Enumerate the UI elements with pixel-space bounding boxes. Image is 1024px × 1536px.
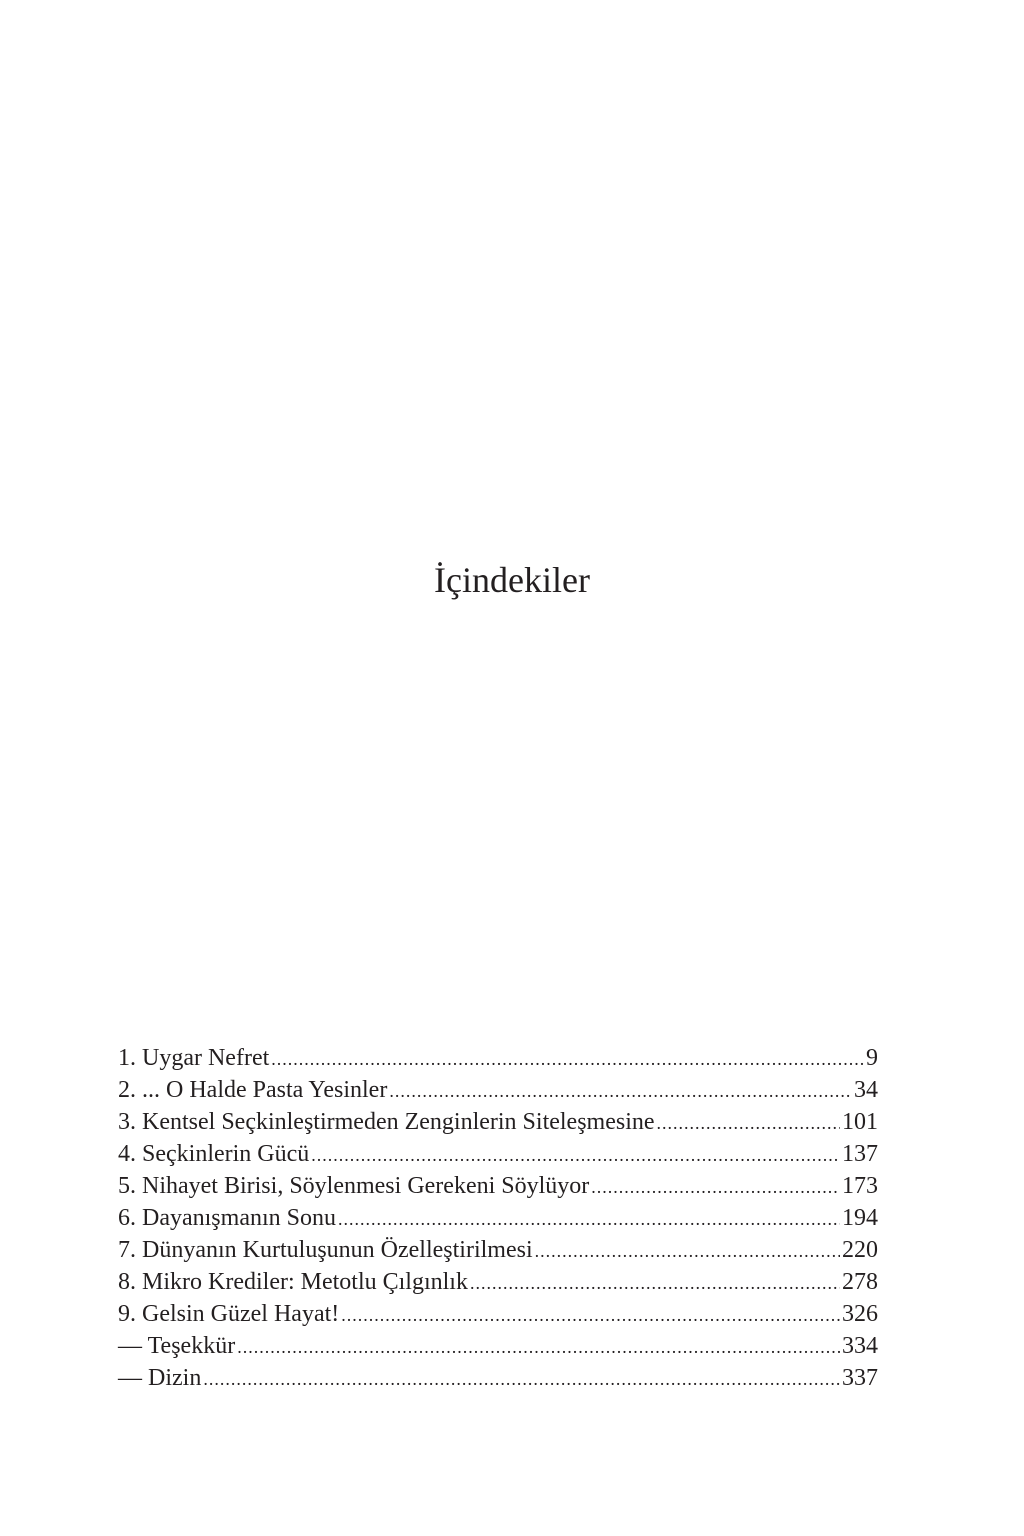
toc-entry <box>118 1138 878 1170</box>
toc-dot-leader <box>470 1267 840 1299</box>
toc-entry-label: 2. ... O Halde Pasta Yesinler <box>118 1077 388 1103</box>
toc-entry-page: 278 <box>842 1269 878 1295</box>
toc-dot-leader <box>341 1299 840 1331</box>
toc-entry-label: 4. Seçkinlerin Gücü <box>118 1141 310 1167</box>
toc-entry-page: 337 <box>842 1365 878 1391</box>
toc-entry-label: 8. Mikro Krediler: Metotlu Çılgınlık <box>118 1269 468 1295</box>
toc-entry-label: 3. Kentsel Seçkinleştirmeden Zenginlerin Siteleşmesine <box>118 1109 655 1135</box>
toc-dot-leader <box>271 1043 864 1075</box>
toc-dot-leader <box>591 1171 840 1203</box>
toc-entry-page: 173 <box>842 1173 878 1199</box>
toc-entry-page: 334 <box>842 1333 878 1359</box>
toc-entry <box>118 1362 878 1394</box>
toc-entry <box>118 1234 878 1266</box>
toc-entry-label: 6. Dayanışmanın Sonu <box>118 1205 336 1231</box>
toc-entry-label: 5. Nihayet Birisi, Söylenmesi Gerekeni Söylüyor <box>118 1173 590 1199</box>
toc-entry-page: 34 <box>854 1077 878 1103</box>
table-of-contents <box>118 1042 878 1394</box>
toc-entry-label: — Dizin <box>118 1365 202 1391</box>
toc-dot-leader <box>389 1075 852 1107</box>
toc-entry <box>118 1074 878 1106</box>
toc-entry <box>118 1330 878 1362</box>
toc-dot-leader <box>203 1363 840 1395</box>
toc-entry-page: 101 <box>842 1109 878 1135</box>
toc-entry-label: 7. Dünyanın Kurtuluşunun Özelleştirilmesi <box>118 1237 533 1263</box>
toc-entry-page: 9 <box>866 1045 878 1071</box>
toc-entry <box>118 1202 878 1234</box>
toc-entry <box>118 1170 878 1202</box>
toc-dot-leader <box>657 1107 840 1139</box>
toc-dot-leader <box>338 1203 840 1235</box>
toc-dot-leader <box>311 1139 840 1171</box>
page-title: İçindekiler <box>434 560 590 600</box>
toc-entry-page: 326 <box>842 1301 878 1327</box>
toc-entry-label: 9. Gelsin Güzel Hayat! <box>118 1301 340 1327</box>
toc-entry-label: — Teşekkür <box>118 1333 236 1359</box>
toc-dot-leader <box>237 1331 840 1363</box>
toc-entry <box>118 1042 878 1074</box>
toc-entry-page: 220 <box>842 1237 878 1263</box>
toc-entry-label: 1. Uygar Nefret <box>118 1045 270 1071</box>
toc-entry-page: 194 <box>842 1205 878 1231</box>
toc-dot-leader <box>535 1235 840 1267</box>
toc-entry-page: 137 <box>842 1141 878 1167</box>
toc-entry <box>118 1106 878 1138</box>
toc-entry <box>118 1298 878 1330</box>
toc-entry <box>118 1266 878 1298</box>
